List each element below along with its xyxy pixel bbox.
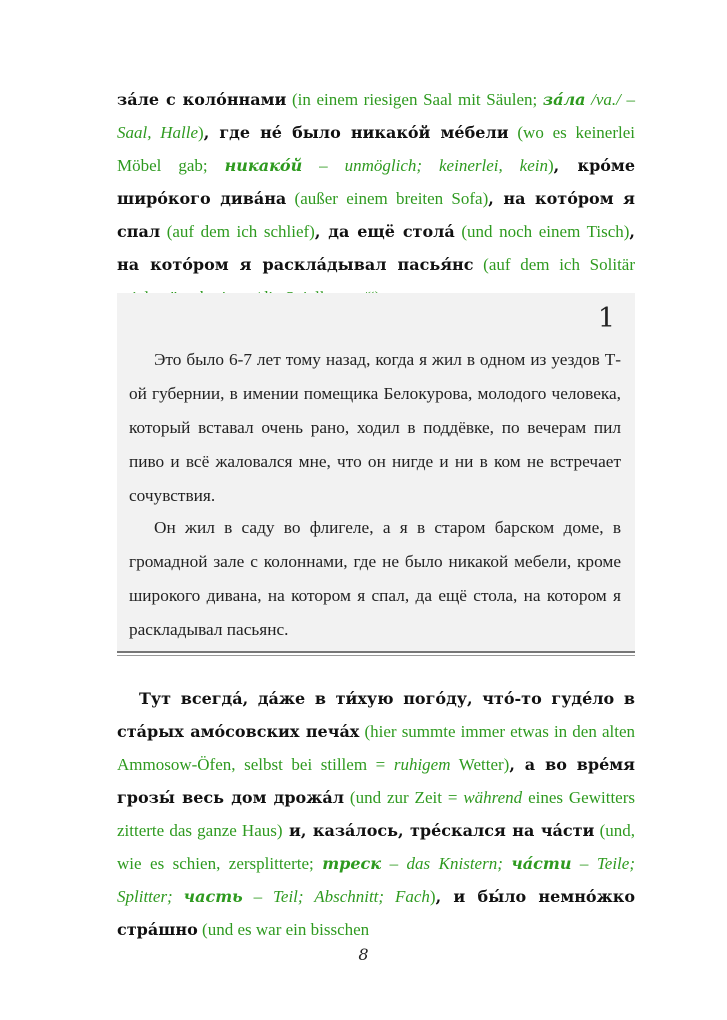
german-translation: (auf dem ich schlief) xyxy=(160,222,315,241)
box-rule-bottom xyxy=(117,655,635,656)
interlinear-paragraph-2 xyxy=(117,682,635,946)
german-translation: (und zur Zeit = xyxy=(344,788,464,807)
german-translation: Wetter) xyxy=(450,755,510,774)
vocab-headword: никако́й xyxy=(224,156,303,175)
russian-phrase: , да ещё стола́ xyxy=(314,222,455,241)
original-paragraph-2: Он жил в саду во флигеле, а я в старом барском доме, в громадной зале с колоннами, где не было никакой мебели, кроме широкого дивана, на котором я спал, да ещё стола, на котором я раскладывал пасьянс. xyxy=(129,518,621,639)
russian-phrase: Тут всегда́, да́же в ти́хую пого́ду, что́-то гуде́ло в ста́рых амо́совских печа́х xyxy=(117,689,635,741)
german-translation: (und es war ein bisschen xyxy=(197,920,370,939)
german-translation: (hier summte immer etwas in den alten Ammosow-Öfen, selbst bei stillem = xyxy=(117,722,636,774)
page-number: 8 xyxy=(358,945,369,964)
interlinear-paragraph-1 xyxy=(117,83,635,314)
vocab-gloss: während xyxy=(463,788,523,807)
german-translation: ) xyxy=(198,123,204,142)
russian-phrase: , а во вре́мя грозы́ весь дом дрожа́л xyxy=(117,755,635,807)
vocab-gloss: – Teil; Abschnitt; Fach xyxy=(242,887,430,906)
russian-phrase: , кро́ме широ́кого дива́на xyxy=(117,156,636,208)
original-paragraph-1: Это было 6-7 лет тому назад, когда я жил в одном из уездов Т-ой губернии, в имении помещика Белокурова, молодого человека, который вставал очень рано, ходил в поддёвке, по вечерам пил пиво и всё жаловался мне, что он нигде и ни в ком не встречает сочувствия. xyxy=(129,350,621,505)
russian-phrase: и, каза́лось, тре́скался на ча́сти xyxy=(282,821,595,840)
vocab-gloss: – unmöglich; keinerlei, kein xyxy=(302,156,548,175)
german-translation: (und noch einem Tisch) xyxy=(454,222,630,241)
vocab-headword: за́ла xyxy=(542,90,586,109)
german-translation: (in einem riesigen Saal mit Säulen; xyxy=(286,90,543,109)
german-translation: ) xyxy=(429,887,436,906)
vocab-gloss: ruhigem xyxy=(393,755,451,774)
german-translation: (außer einem breiten Sofa) xyxy=(286,189,489,208)
vocab-gloss: – das Knistern; xyxy=(381,854,512,873)
german-translation: eines Gewitters zitterte das ganze Haus) xyxy=(117,788,635,840)
german-translation: ) xyxy=(548,156,554,175)
russian-phrase: , где не́ было никако́й ме́бели xyxy=(203,123,509,142)
german-translation: (wo es keinerlei Möbel gab; xyxy=(117,123,635,175)
russian-phrase: , на кото́ром я раскла́дывал пасья́нс xyxy=(117,222,635,274)
vocab-gloss: – Teile; Splitter; xyxy=(117,854,635,906)
vocab-headword: треск xyxy=(322,854,382,873)
vocab-gloss: /va./ – Saal, Halle xyxy=(117,90,636,142)
russian-phrase: , и бы́ло немно́жко стра́шно xyxy=(117,887,635,939)
vocab-headword: ча́сти xyxy=(511,854,572,873)
chapter-number: 1 xyxy=(597,303,615,334)
box-rule-top xyxy=(117,651,635,653)
russian-phrase: , на кото́ром я спал xyxy=(117,189,636,241)
russian-phrase: за́ле с коло́ннами xyxy=(117,90,287,109)
original-text-box xyxy=(117,293,635,652)
german-translation: (und, wie es schien, zersplitterte; xyxy=(117,821,635,873)
vocab-headword: часть xyxy=(183,887,243,906)
german-translation: (auf dem ich Solitär xyxy=(483,255,635,274)
